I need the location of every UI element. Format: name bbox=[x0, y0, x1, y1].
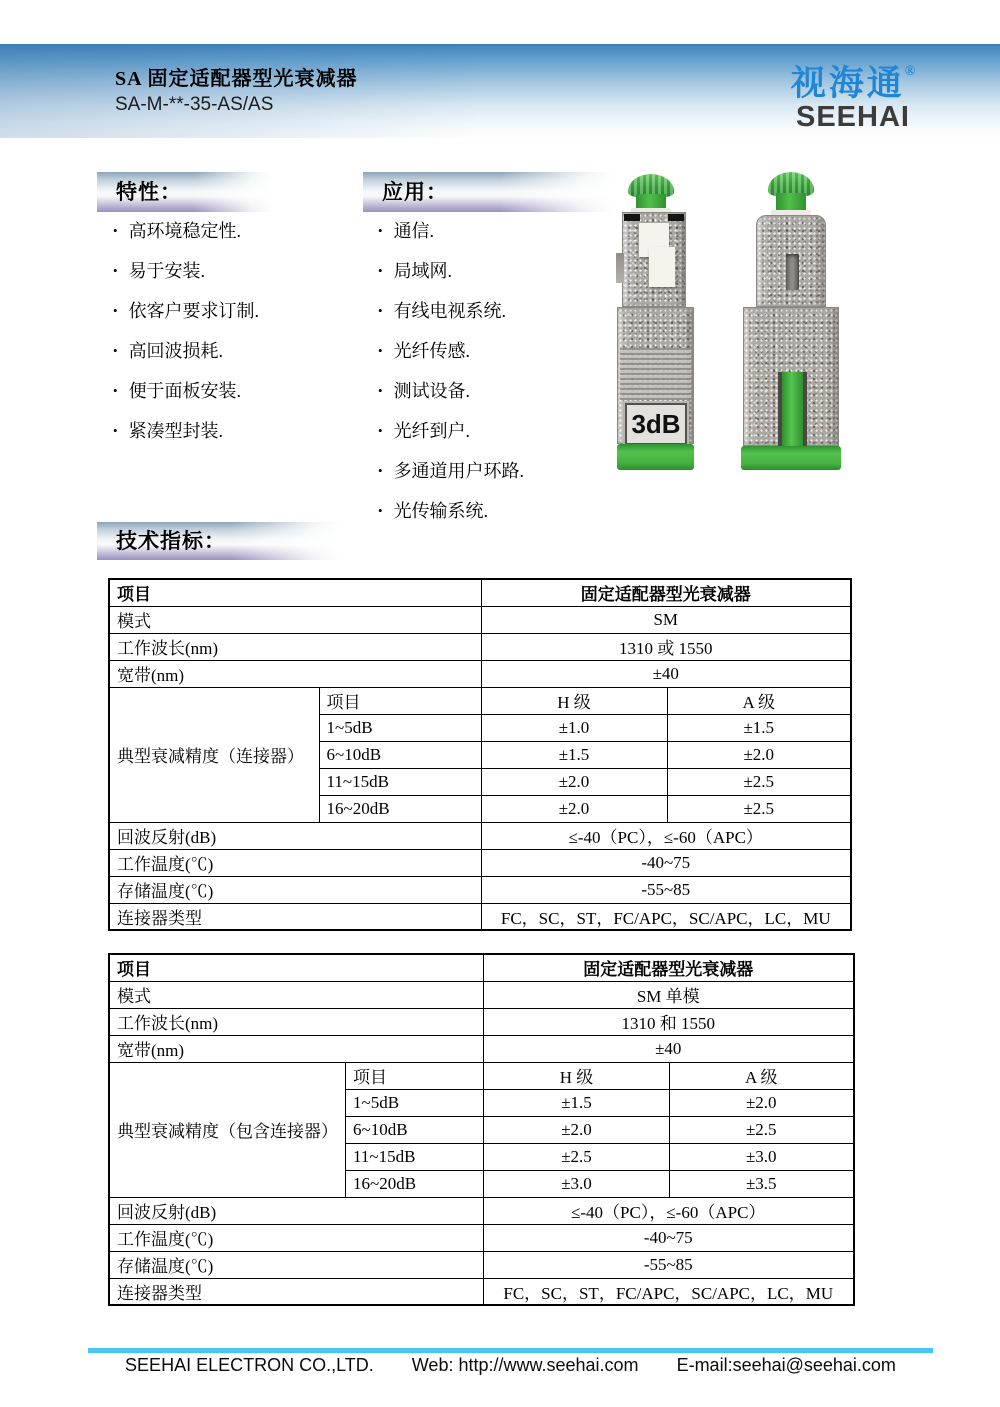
spec-label-cell: 模式 bbox=[109, 606, 481, 633]
hgrade-value-cell: ±2.0 bbox=[481, 795, 667, 822]
application-item-label: 光纤到户. bbox=[393, 421, 471, 441]
table-header-label: 项目 bbox=[109, 954, 484, 981]
seehai-logo bbox=[778, 54, 928, 132]
attenuator-rear-photo bbox=[743, 172, 843, 470]
agrade-value-cell: ±2.5 bbox=[667, 768, 851, 795]
attenuation-range-cell: 6~10dB bbox=[346, 1116, 484, 1143]
sub-header-item-cell: 项目 bbox=[346, 1062, 484, 1089]
feature-item-label: 易于安装. bbox=[128, 261, 206, 281]
spec-label-cell: 存储温度(℃) bbox=[109, 876, 481, 903]
feature-item bbox=[113, 330, 259, 370]
attenuation-range-cell: 11~15dB bbox=[319, 768, 481, 795]
table-header-value: 固定适配器型光衰减器 bbox=[484, 954, 854, 981]
sub-header-hgrade-cell: H 级 bbox=[481, 687, 667, 714]
model-number: SA-M-**-35-AS/AS bbox=[115, 94, 274, 115]
spec-label-cell: 宽带(nm) bbox=[109, 1035, 484, 1062]
footer-web-url: http://www.seehai.com bbox=[458, 1355, 639, 1375]
feature-item-label: 便于面板安装. bbox=[128, 381, 242, 401]
sub-header-item-cell: 项目 bbox=[319, 687, 481, 714]
feature-item bbox=[113, 290, 259, 330]
application-item-label: 局域网. bbox=[393, 261, 453, 281]
spec-value-cell: -55~85 bbox=[484, 1251, 854, 1278]
attenuation-range-cell: 1~5dB bbox=[346, 1089, 484, 1116]
bullet-icon: • bbox=[378, 263, 383, 278]
agrade-value-cell: ±2.0 bbox=[670, 1089, 854, 1116]
spec-value-cell: ±40 bbox=[484, 1035, 854, 1062]
agrade-value-cell: ±3.5 bbox=[670, 1170, 854, 1197]
side-key-tab bbox=[616, 253, 624, 283]
spec-value-cell: -40~75 bbox=[484, 1224, 854, 1251]
application-item-label: 光传输系统. bbox=[393, 501, 489, 521]
hgrade-value-cell: ±2.0 bbox=[484, 1116, 670, 1143]
bullet-icon: • bbox=[378, 343, 383, 358]
spec-value-cell: ≤-40（PC），≤-60（APC） bbox=[481, 822, 851, 849]
hgrade-value-cell: ±2.5 bbox=[484, 1143, 670, 1170]
spec-label-cell: 宽带(nm) bbox=[109, 660, 481, 687]
lower-metal-body bbox=[743, 307, 839, 446]
logo-english: SEEHAI bbox=[796, 101, 910, 133]
footer-company: SEEHAI ELECTRON CO.,LTD. bbox=[125, 1355, 374, 1375]
application-item-label: 光纤传感. bbox=[393, 341, 471, 361]
attenuation-label: 3dB bbox=[625, 403, 687, 445]
attenuator-front-photo bbox=[617, 174, 694, 470]
application-item-label: 测试设备. bbox=[393, 381, 471, 401]
spec-label-cell: 回波反射(dB) bbox=[109, 822, 481, 849]
group-label-cell: 典型衰减精度（连接器） bbox=[109, 687, 319, 822]
ceramic-ferrule bbox=[649, 247, 675, 287]
spec-value-cell: 1310 或 1550 bbox=[481, 633, 851, 660]
bullet-icon: • bbox=[113, 383, 118, 398]
spec-label-cell: 连接器类型 bbox=[109, 1278, 484, 1305]
specs-heading: 技术指标： bbox=[97, 522, 340, 560]
spec-value-cell: FC，SC，ST，FC/APC，SC/APC，LC，MU bbox=[481, 903, 851, 930]
spec-label-cell: 工作温度(℃) bbox=[109, 1224, 484, 1251]
feature-item bbox=[113, 210, 259, 250]
sub-header-agrade-cell: A 级 bbox=[670, 1062, 854, 1089]
footer-rule bbox=[88, 1348, 933, 1353]
agrade-value-cell: ±3.0 bbox=[670, 1143, 854, 1170]
feature-item bbox=[113, 370, 259, 410]
application-item bbox=[378, 410, 524, 450]
spec-label-cell: 工作波长(nm) bbox=[109, 633, 481, 660]
agrade-value-cell: ±2.5 bbox=[667, 795, 851, 822]
green-base bbox=[741, 446, 841, 470]
bullet-icon: • bbox=[378, 223, 383, 238]
application-item-label: 通信. bbox=[393, 221, 435, 241]
spec-value-cell: ≤-40（PC），≤-60（APC） bbox=[484, 1197, 854, 1224]
application-item bbox=[378, 290, 524, 330]
cap-neck bbox=[776, 193, 806, 210]
features-list bbox=[113, 210, 259, 450]
spec-label-cell: 模式 bbox=[109, 981, 484, 1008]
sub-header-hgrade-cell: H 级 bbox=[484, 1062, 670, 1089]
hgrade-value-cell: ±1.0 bbox=[481, 714, 667, 741]
applications-list bbox=[378, 210, 524, 530]
u-cutout bbox=[778, 372, 807, 446]
feature-item bbox=[113, 410, 259, 450]
feature-item bbox=[113, 250, 259, 290]
agrade-value-cell: ±2.5 bbox=[670, 1116, 854, 1143]
agrade-value-cell: ±2.0 bbox=[667, 741, 851, 768]
footer-email: E-mail:seehai@seehai.com bbox=[676, 1355, 896, 1375]
application-item-label: 多通道用户环路. bbox=[393, 461, 525, 481]
bullet-icon: • bbox=[378, 303, 383, 318]
grip-ridges bbox=[620, 348, 691, 400]
agrade-value-cell: ±1.5 bbox=[667, 714, 851, 741]
application-item-label: 有线电视系统. bbox=[393, 301, 507, 321]
spec-value-cell: ±40 bbox=[481, 660, 851, 687]
bullet-icon: • bbox=[378, 503, 383, 518]
footer-text bbox=[88, 1355, 933, 1376]
application-item bbox=[378, 450, 524, 490]
attenuation-range-cell: 1~5dB bbox=[319, 714, 481, 741]
application-item bbox=[378, 250, 524, 290]
feature-item-label: 高回波损耗. bbox=[128, 341, 224, 361]
bullet-icon: • bbox=[113, 343, 118, 358]
attenuation-range-cell: 6~10dB bbox=[319, 741, 481, 768]
latch-notch bbox=[668, 214, 684, 221]
green-base bbox=[617, 444, 694, 470]
application-item bbox=[378, 210, 524, 250]
application-item bbox=[378, 330, 524, 370]
spec-value-cell: FC，SC，ST，FC/APC，SC/APC，LC，MU bbox=[484, 1278, 854, 1305]
attenuation-range-cell: 16~20dB bbox=[346, 1170, 484, 1197]
header-titles bbox=[115, 66, 357, 118]
lower-metal-body bbox=[617, 307, 694, 444]
sub-header-agrade-cell: A 级 bbox=[667, 687, 851, 714]
spec-value-cell: 1310 和 1550 bbox=[484, 1008, 854, 1035]
page-title: SA 固定适配器型光衰减器 bbox=[115, 68, 358, 90]
key-slot bbox=[786, 254, 799, 290]
bullet-icon: • bbox=[378, 423, 383, 438]
latch-notch bbox=[624, 214, 640, 221]
feature-item-label: 高环境稳定性. bbox=[128, 221, 242, 241]
hgrade-value-cell: ±2.0 bbox=[481, 768, 667, 795]
bullet-icon: • bbox=[378, 383, 383, 398]
upper-metal-body bbox=[622, 212, 686, 307]
bullet-icon: • bbox=[113, 423, 118, 438]
spec-label-cell: 工作波长(nm) bbox=[109, 1008, 484, 1035]
spec-value-cell: SM bbox=[481, 606, 851, 633]
hgrade-value-cell: ±3.0 bbox=[484, 1170, 670, 1197]
application-item bbox=[378, 370, 524, 410]
attenuation-range-cell: 11~15dB bbox=[346, 1143, 484, 1170]
spec-label-cell: 存储温度(℃) bbox=[109, 1251, 484, 1278]
footer-web: Web: http://www.seehai.com bbox=[411, 1355, 639, 1375]
spec-table-connector bbox=[108, 578, 852, 931]
features-heading: 特性： bbox=[97, 172, 273, 212]
feature-item-label: 依客户要求订制. bbox=[128, 301, 260, 321]
hgrade-value-cell: ±1.5 bbox=[481, 741, 667, 768]
feature-item-label: 紧凑型封装. bbox=[128, 421, 224, 441]
bullet-icon: • bbox=[113, 223, 118, 238]
spec-value-cell: SM 单模 bbox=[484, 981, 854, 1008]
bullet-icon: • bbox=[378, 463, 383, 478]
green-tongue bbox=[782, 372, 803, 446]
bullet-icon: • bbox=[113, 263, 118, 278]
header-band bbox=[0, 44, 1000, 138]
attenuation-range-cell: 16~20dB bbox=[319, 795, 481, 822]
spec-value-cell: -40~75 bbox=[481, 849, 851, 876]
upper-metal-body bbox=[756, 215, 826, 307]
spec-label-cell: 回波反射(dB) bbox=[109, 1197, 484, 1224]
bullet-icon: • bbox=[113, 303, 118, 318]
table-header-label: 项目 bbox=[109, 579, 481, 606]
hgrade-value-cell: ±1.5 bbox=[484, 1089, 670, 1116]
spec-table-including-connector bbox=[108, 953, 855, 1306]
logo-chinese: 视海通® bbox=[790, 64, 916, 103]
applications-heading: 应用： bbox=[363, 172, 613, 212]
spec-label-cell: 连接器类型 bbox=[109, 903, 481, 930]
table-header-value: 固定适配器型光衰减器 bbox=[481, 579, 851, 606]
spec-value-cell: -55~85 bbox=[481, 876, 851, 903]
spec-label-cell: 工作温度(℃) bbox=[109, 849, 481, 876]
application-item bbox=[378, 490, 524, 530]
group-label-cell: 典型衰减精度（包含连接器） bbox=[109, 1062, 346, 1197]
registered-mark-icon: ® bbox=[904, 64, 916, 79]
